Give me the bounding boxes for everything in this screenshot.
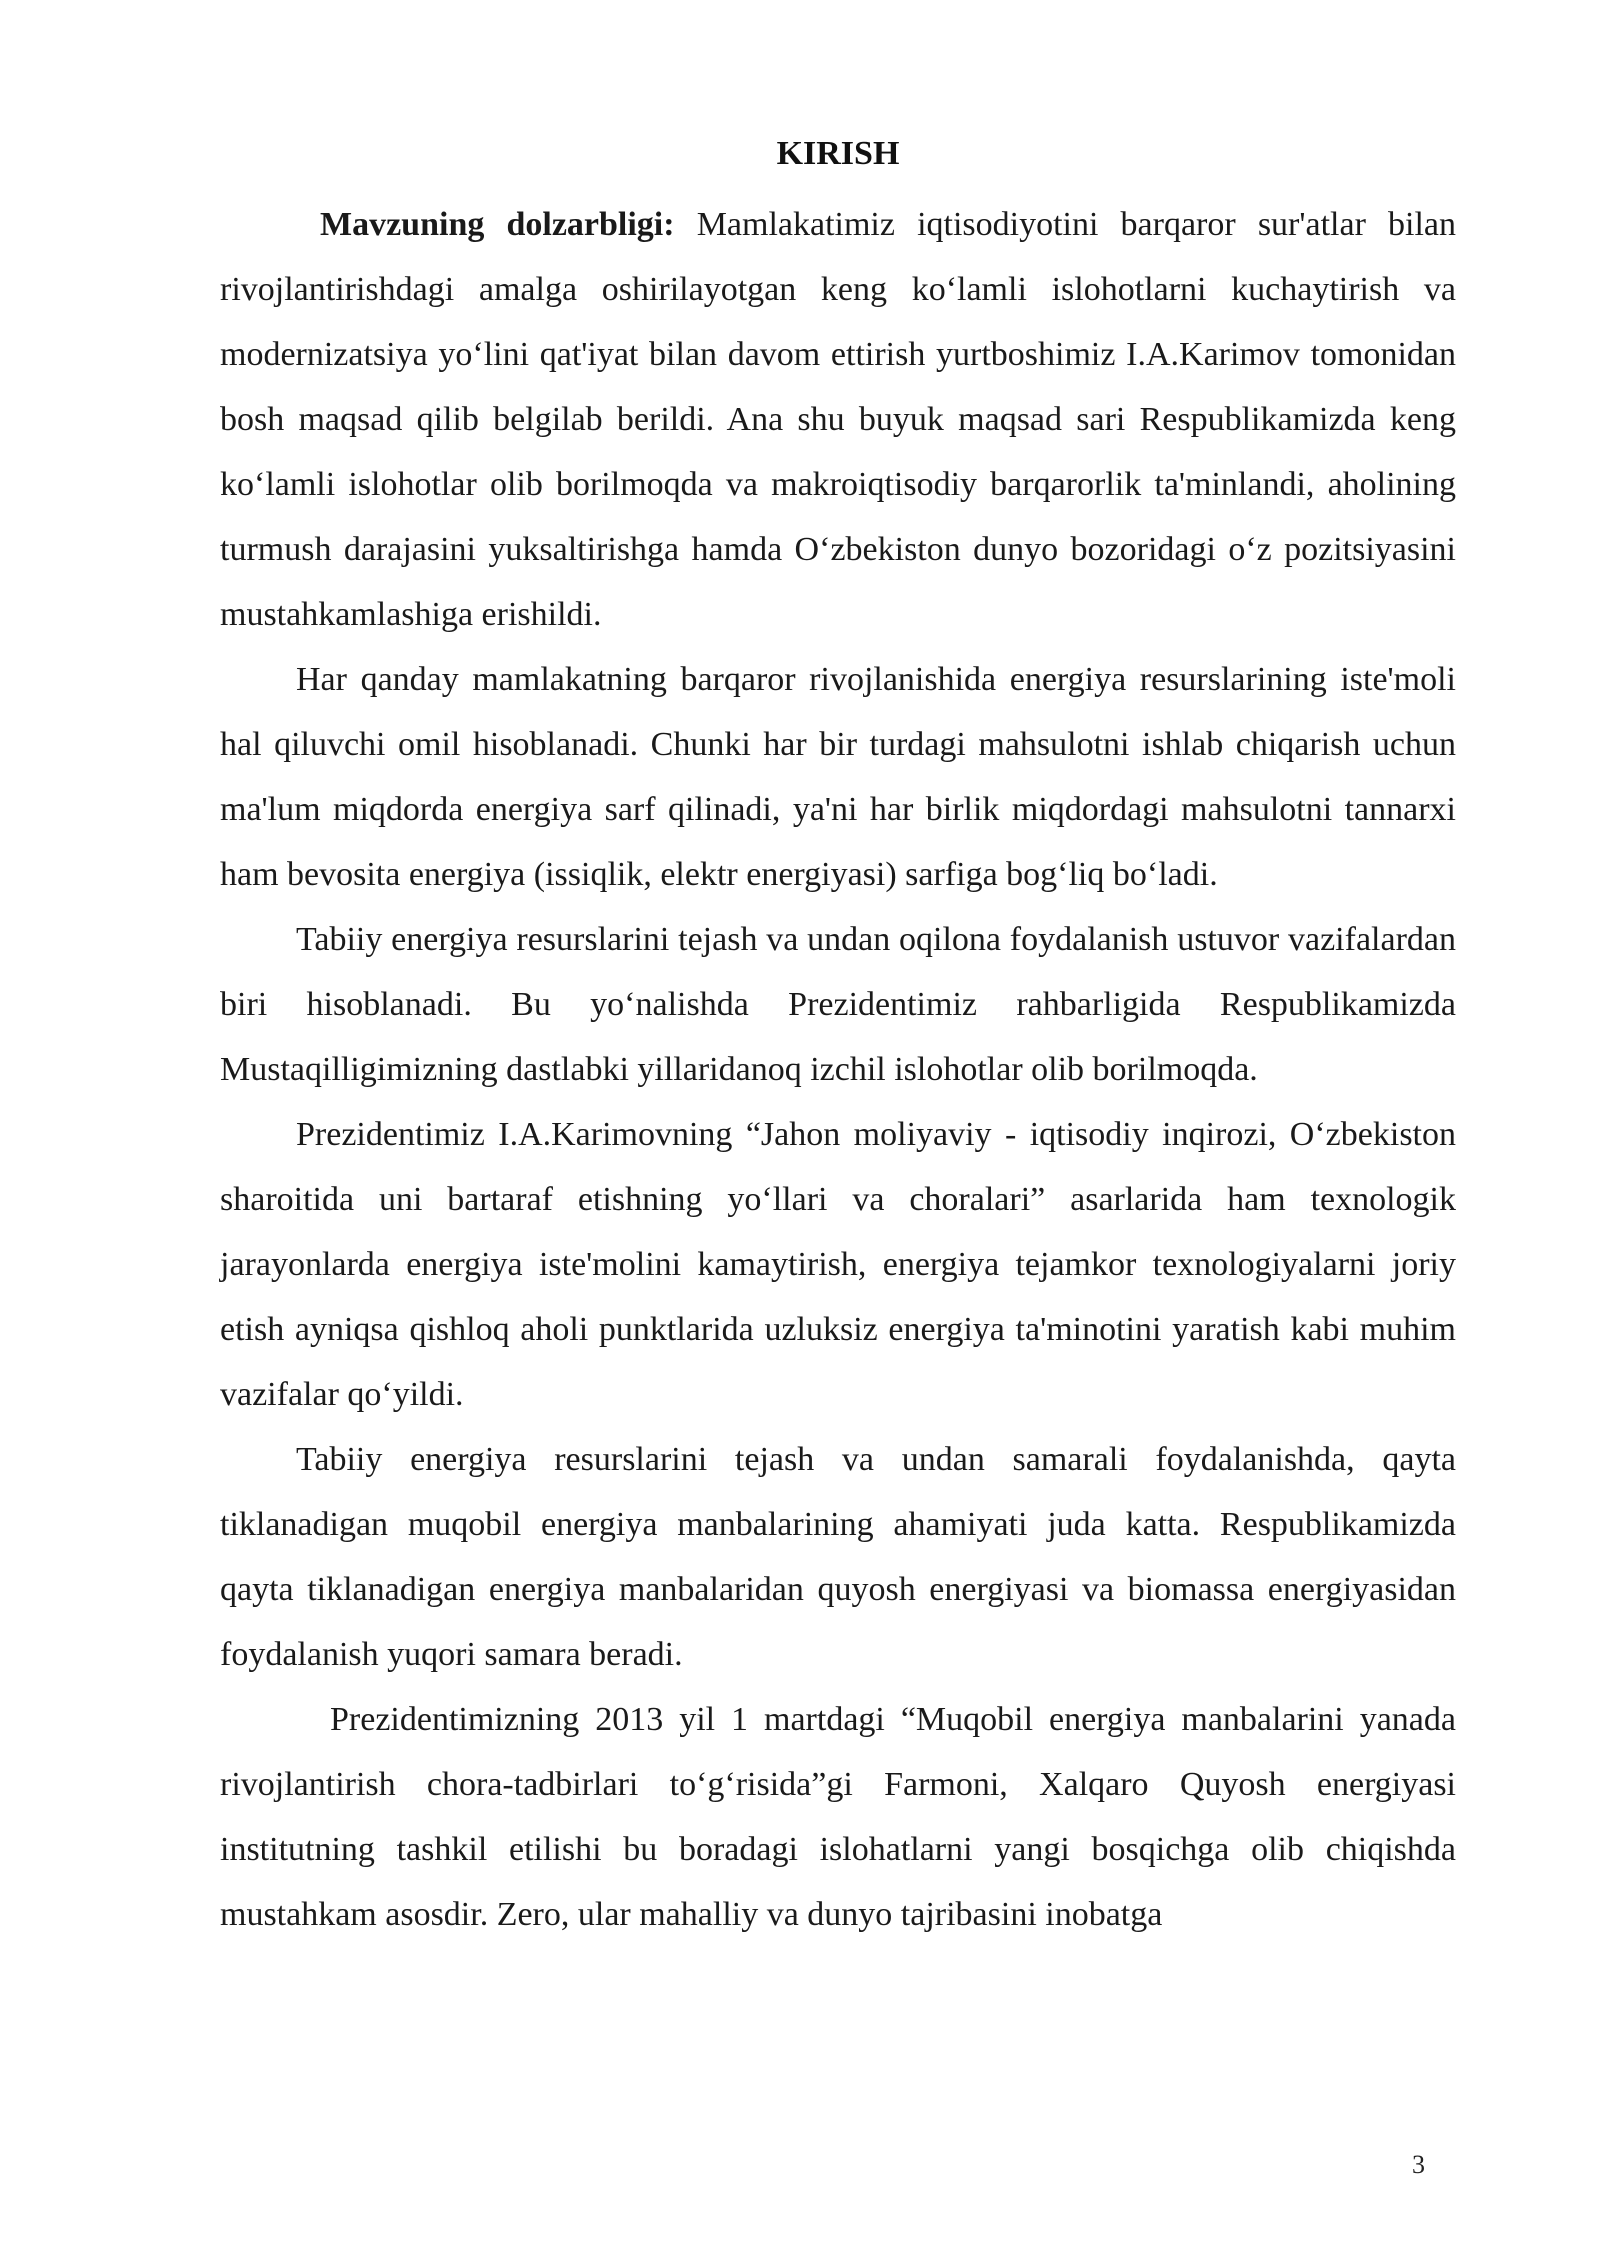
body-paragraph-2: Tabiiy energiya resurslarini tejash va undan oqilona foydalanish ustuvor vazifalardan biri hisoblanadi. Bu yo‘nalishda Prezidentimiz rahbarligida Respublikamizda Mustaqilligimizning dastlabki yillaridanoq izchil islohotlar olib borilmoqda. [220, 921, 1456, 1088]
document-page [220, 134, 1456, 1947]
body-paragraph-1: Har qanday mamlakatning barqaror rivojlanishida energiya resurslarining iste'moli hal qiluvchi omil hisoblanadi. Chunki har bir turdagi mahsulotni ishlab chiqarish uchun ma'lum miqdorda energiya sarf qilinadi, ya'ni har birlik miqdordagi mahsulotni tannarxi ham bevosita energiya (issiqlik, elektr energiyasi) sarfiga bog‘liq bo‘ladi. [220, 661, 1456, 893]
body-paragraph-4: Tabiiy energiya resurslarini tejash va undan samarali foydalanishda, qayta tiklanadigan muqobil energiya manbalarining ahamiyati juda katta. Respublikamizda qayta tiklanadigan energiya manbalaridan quyosh energiyasi va biomassa energiyasidan foydalanish yuqori samara beradi. [220, 1441, 1456, 1673]
page-number: 3 [1412, 2150, 1425, 2179]
intro-paragraph [220, 192, 1456, 647]
body-paragraph-5: Prezidentimizning 2013 yil 1 martdagi “Muqobil energiya manbalarini yanada rivojlantirish chora-tadbirlari to‘g‘risida”gi Farmoni, Xalqaro Quyosh energiyasi institutning tashkil etilishi bu boradagi islohatlarni yangi bosqichga olib chiqishda mustahkam asosdir. Zero, ular mahalliy va dunyo tajribasini inobatga [220, 1701, 1456, 1933]
intro-lead: Mavzuning dolzarbligi: [320, 206, 675, 243]
body-paragraph-3: Prezidentimiz I.A.Karimovning “Jahon moliyaviy - iqtisodiy inqirozi, O‘zbekiston sharoitida uni bartaraf etishning yo‘llari va choralari” asarlarida ham texnologik jarayonlarda energiya iste'molini kamaytirish, energiya tejamkor texnologiyalarni joriy etish ayniqsa qishloq aholi punktlarida uzluksiz energiya ta'minotini yaratish kabi muhim vazifalar qo‘yildi. [220, 1116, 1456, 1413]
page-title: KIRISH [776, 135, 900, 172]
intro-text: Mamlakatimiz iqtisodiyotini barqaror sur'atlar bilan rivojlantirishdagi amalga oshirilayotgan keng ko‘lamli islohotlarni kuchaytirish va modernizatsiya yo‘lini qat'iyat bilan davom ettirish yurtboshimiz I.A.Karimov tomonidan bosh maqsad qilib belgilab berildi. Ana shu buyuk maqsad sari Respublikamizda keng ko‘lamli islohotlar olib borilmoqda va makroiqtisodiy barqarorlik ta'minlandi, aholining turmush darajasini yuksaltirishga hamda O‘zbekiston dunyo bozoridagi o‘z pozitsiyasini mustahkamlashiga erishildi. [220, 206, 1456, 633]
